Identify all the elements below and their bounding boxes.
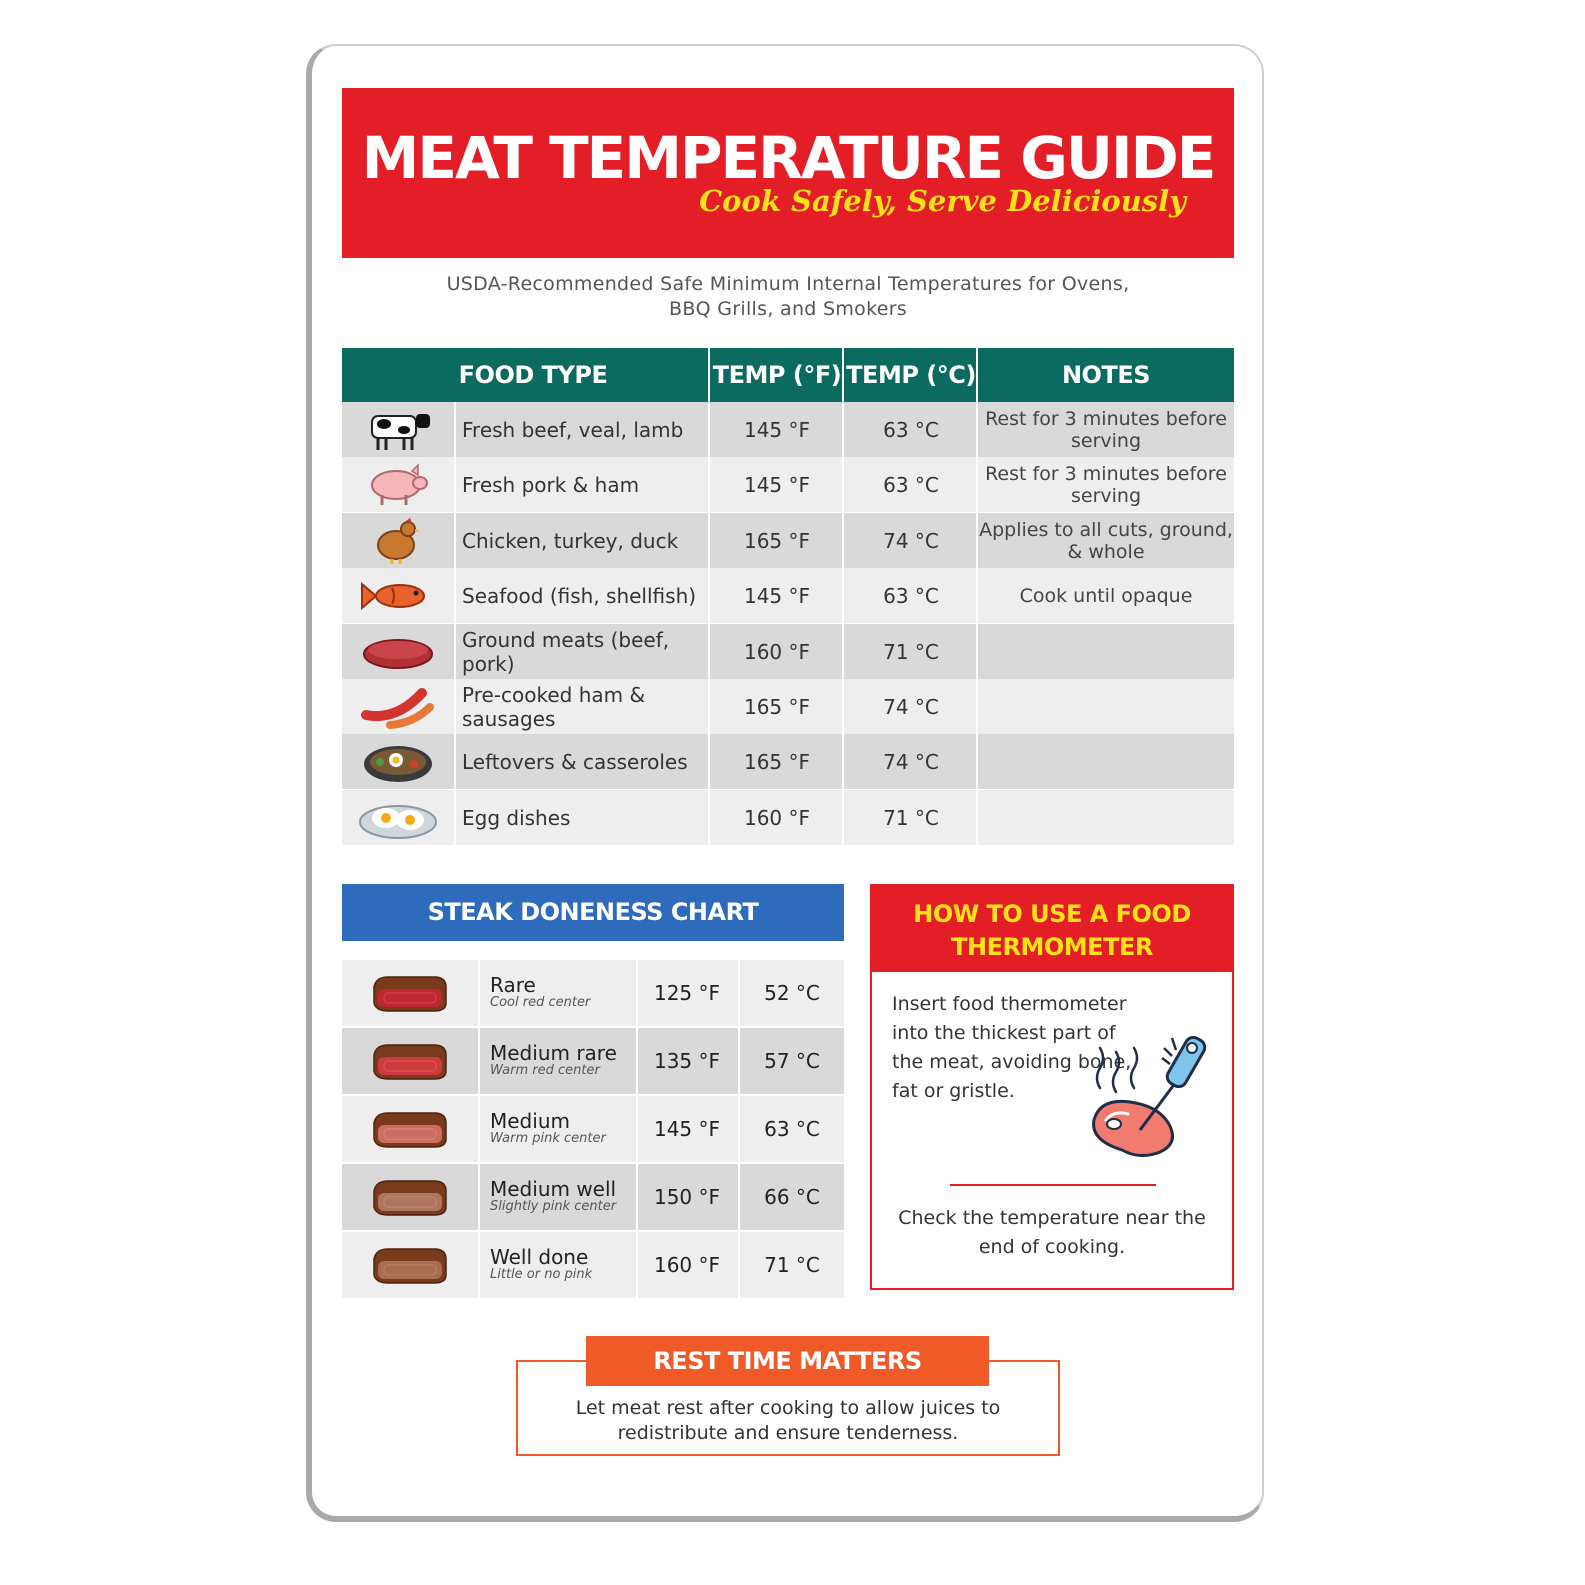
food-icon-cell: [342, 624, 454, 679]
note: [978, 624, 1234, 679]
food-type: Fresh pork & ham: [462, 472, 640, 497]
rest-time-text: Let meat rest after cooking to allow juices to redistribute and ensure tenderness.: [575, 1397, 1001, 1444]
temp-c: 63 °C: [883, 472, 939, 497]
steak-row: [342, 1028, 844, 1094]
column-divider: [708, 457, 710, 512]
column-divider: [708, 679, 710, 734]
column-divider: [454, 568, 456, 623]
column-divider: [842, 790, 844, 845]
steak-temp-f: 160 °F: [653, 1253, 721, 1277]
temp-f: 165 °F: [743, 528, 811, 553]
column-divider: [842, 679, 844, 734]
food-icon-cell: [342, 679, 454, 734]
doneness-description: Slightly pink center: [490, 1199, 617, 1214]
doneness-description: Warm red center: [490, 1063, 600, 1078]
column-divider: [636, 1164, 638, 1230]
note: Rest for 3 minutes before serving: [985, 407, 1227, 452]
steak-icon-cell: [342, 1232, 478, 1298]
thermometer-instructions: Insert food thermometer into the thickest part of the meat, avoiding bone, fat or gristle.: [892, 993, 1132, 1102]
column-divider: [478, 1232, 480, 1298]
doneness-label: [490, 1028, 638, 1094]
header-food-type: FOOD TYPE: [458, 361, 608, 389]
temp-c: 63 °C: [883, 583, 939, 608]
note: [978, 734, 1234, 789]
temp-c: 74 °C: [883, 694, 939, 719]
column-divider: [842, 624, 844, 679]
food-icon-cell: [342, 457, 454, 512]
column-divider: [738, 1164, 740, 1230]
egg-icon: [356, 794, 440, 842]
table-row: [342, 734, 1234, 789]
food-icon-cell: [342, 568, 454, 623]
steak-well-done-icon: [368, 1241, 452, 1289]
table-row: [342, 568, 1234, 623]
column-divider: [454, 513, 456, 568]
table-row: [342, 679, 1234, 734]
steak-row: [342, 1232, 844, 1298]
steak-chart-title: STEAK DONENESS CHART: [342, 884, 844, 941]
steak-temp-f: 145 °F: [653, 1117, 721, 1141]
note: Rest for 3 minutes before serving: [985, 462, 1227, 507]
subtitle: [342, 272, 1234, 322]
note: [978, 679, 1234, 734]
doneness-label: [490, 1232, 638, 1298]
food-type: Seafood (fish, shellfish): [462, 583, 697, 608]
column-divider: [636, 1096, 638, 1162]
header-temp-c: TEMP (°C): [846, 361, 976, 389]
column-divider: [842, 568, 844, 623]
pig-icon: [356, 461, 440, 509]
column-divider: [976, 734, 978, 789]
header-temp-f: TEMP (°F): [712, 361, 842, 389]
table-row: [342, 402, 1234, 457]
column-divider: [478, 1096, 480, 1162]
steak-icon-cell: [342, 960, 478, 1026]
patty-icon: [356, 628, 440, 676]
column-divider: [454, 734, 456, 789]
column-divider: [738, 960, 740, 1026]
header-notes: NOTES: [1061, 361, 1151, 389]
steak-rare-icon: [368, 969, 452, 1017]
column-divider: [842, 402, 844, 457]
column-divider: [738, 1096, 740, 1162]
temp-f: 145 °F: [743, 472, 811, 497]
temp-c: 74 °C: [883, 749, 939, 774]
thermometer-steak-icon: [1080, 1028, 1230, 1168]
food-type: Fresh beef, veal, lamb: [462, 417, 684, 442]
tagline: Cook Safely, Serve Deliciously: [699, 184, 1186, 218]
casserole-icon: [356, 738, 440, 786]
food-type: Leftovers & casseroles: [462, 749, 688, 774]
column-divider: [738, 1232, 740, 1298]
column-divider: [636, 960, 638, 1026]
doneness-name: Medium well: [490, 1177, 617, 1201]
column-divider: [454, 457, 456, 512]
temperature-table-header: [342, 348, 1234, 402]
steak-temp-c: 52 °C: [764, 981, 820, 1005]
header-banner: [342, 88, 1234, 258]
note: Cook until opaque: [1019, 584, 1193, 607]
table-row: [342, 513, 1234, 568]
temp-f: 160 °F: [743, 639, 811, 664]
column-divider: [976, 513, 978, 568]
column-divider: [478, 960, 480, 1026]
chicken-icon: [356, 517, 440, 565]
column-divider: [478, 1028, 480, 1094]
column-divider: [708, 568, 710, 623]
thermometer-divider: [950, 1184, 1156, 1186]
column-divider: [976, 679, 978, 734]
doneness-label: [490, 1164, 638, 1230]
temp-c: 63 °C: [883, 417, 939, 442]
steak-temp-c: 57 °C: [764, 1049, 820, 1073]
steak-icon-cell: [342, 1164, 478, 1230]
column-divider: [708, 402, 710, 457]
table-row: [342, 457, 1234, 512]
food-type: Ground meats (beef, pork): [462, 627, 670, 676]
food-type: Pre-cooked ham & sausages: [462, 682, 646, 731]
thermometer-title-line-1: HOW TO USE A FOOD: [913, 900, 1191, 928]
column-divider: [478, 1164, 480, 1230]
temp-c: 74 °C: [883, 528, 939, 553]
temp-f: 165 °F: [743, 749, 811, 774]
steak-medium-well-icon: [368, 1173, 452, 1221]
doneness-description: Little or no pink: [490, 1267, 593, 1282]
temp-c: 71 °C: [883, 805, 939, 830]
column-divider: [842, 513, 844, 568]
column-divider: [976, 790, 978, 845]
table-row: [342, 624, 1234, 679]
column-divider: [708, 624, 710, 679]
thermometer-title-line-2: THERMOMETER: [951, 933, 1153, 961]
doneness-label: [490, 960, 638, 1026]
column-divider: [976, 457, 978, 512]
column-divider: [454, 402, 456, 457]
doneness-description: Cool red center: [490, 995, 591, 1010]
column-divider: [976, 402, 978, 457]
column-divider: [738, 1028, 740, 1094]
column-divider: [842, 734, 844, 789]
column-divider: [976, 624, 978, 679]
steak-icon-cell: [342, 1096, 478, 1162]
column-divider: [708, 734, 710, 789]
steak-medium-icon: [368, 1105, 452, 1153]
steak-medium-rare-icon: [368, 1037, 452, 1085]
food-type: Chicken, turkey, duck: [462, 528, 679, 553]
temp-f: 145 °F: [743, 583, 811, 608]
page-title: MEAT TEMPERATURE GUIDE: [361, 124, 1215, 192]
temp-f: 165 °F: [743, 694, 811, 719]
subtitle-line-1: USDA-Recommended Safe Minimum Internal Temperatures for Ovens,: [446, 273, 1130, 295]
thermometer-title: [872, 886, 1232, 972]
column-divider: [636, 1232, 638, 1298]
fish-icon: [356, 572, 440, 620]
thermometer-panel: [870, 884, 1234, 1290]
note: [978, 790, 1234, 845]
food-icon-cell: [342, 734, 454, 789]
thermometer-check-text: Check the temperature near the end of cooking.: [898, 1207, 1206, 1258]
note: Applies to all cuts, ground, & whole: [979, 518, 1233, 563]
sausage-icon: [356, 683, 440, 731]
steak-icon-cell: [342, 1028, 478, 1094]
doneness-name: Rare: [490, 973, 536, 997]
column-divider: [454, 624, 456, 679]
doneness-name: Well done: [490, 1245, 589, 1269]
doneness-label: [490, 1096, 638, 1162]
food-icon-cell: [342, 402, 454, 457]
subtitle-line-2: BBQ Grills, and Smokers: [668, 298, 908, 320]
column-divider: [976, 568, 978, 623]
food-icon-cell: [342, 790, 454, 845]
doneness-name: Medium rare: [490, 1041, 617, 1065]
steak-row: [342, 960, 844, 1026]
column-divider: [708, 513, 710, 568]
column-divider: [842, 457, 844, 512]
temp-c: 71 °C: [883, 639, 939, 664]
steak-temp-f: 135 °F: [653, 1049, 721, 1073]
column-divider: [708, 790, 710, 845]
temp-f: 160 °F: [743, 805, 811, 830]
column-divider: [454, 679, 456, 734]
steak-row: [342, 1096, 844, 1162]
column-divider: [454, 790, 456, 845]
steak-temp-f: 125 °F: [653, 981, 721, 1005]
steak-row: [342, 1164, 844, 1230]
temp-f: 145 °F: [743, 417, 811, 442]
rest-time-title: REST TIME MATTERS: [586, 1336, 989, 1386]
cow-icon: [356, 406, 440, 454]
column-divider: [636, 1028, 638, 1094]
table-row: [342, 790, 1234, 845]
steak-temp-c: 71 °C: [764, 1253, 820, 1277]
steak-temp-f: 150 °F: [653, 1185, 721, 1209]
doneness-description: Warm pink center: [490, 1131, 606, 1146]
doneness-name: Medium: [490, 1109, 570, 1133]
steak-temp-c: 66 °C: [764, 1185, 820, 1209]
steak-temp-c: 63 °C: [764, 1117, 820, 1141]
food-icon-cell: [342, 513, 454, 568]
food-type: Egg dishes: [462, 805, 571, 830]
